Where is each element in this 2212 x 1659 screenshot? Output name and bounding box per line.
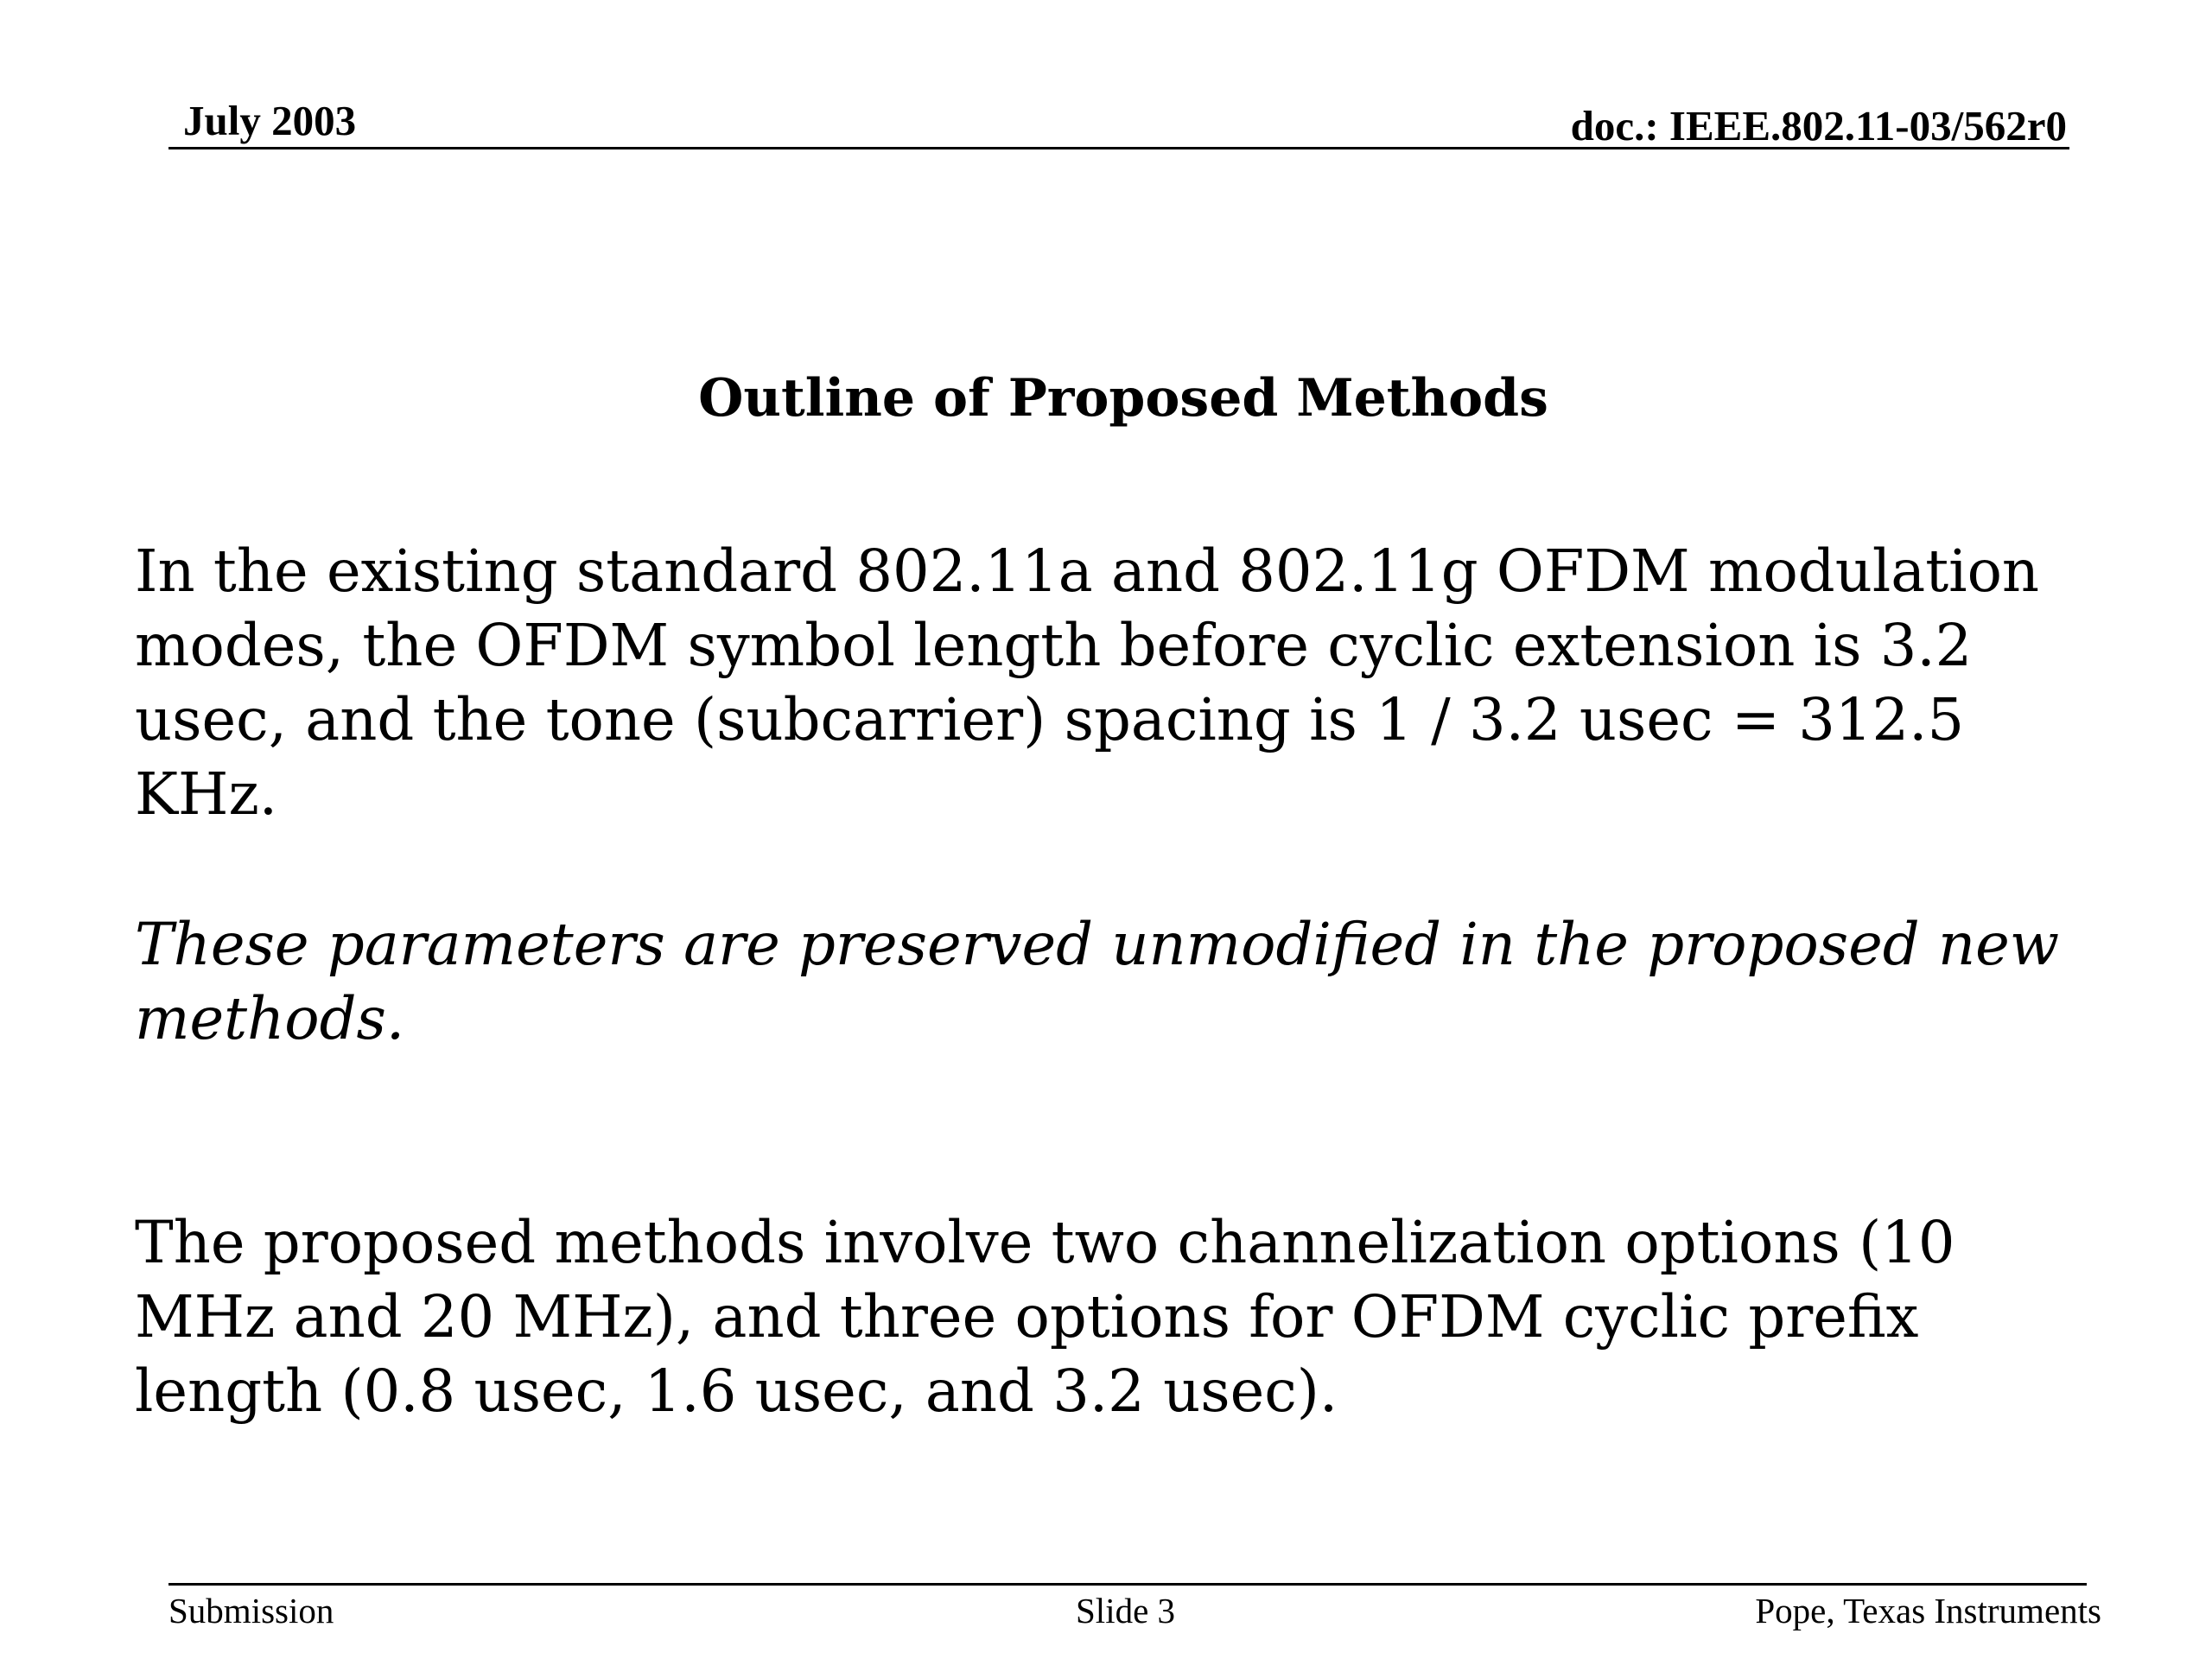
footer-slide-number: Slide 3: [1076, 1591, 1176, 1630]
paragraph-line: usec, and the tone (subcarrier) spacing is 1 / 3.2 usec = 312.5: [135, 686, 1965, 753]
paragraph-ofdm-parameters: [135, 534, 2039, 831]
header-doc-id: doc.: IEEE.802.11-03/562r0: [1570, 102, 2067, 149]
paragraph-line: In the existing standard 802.11a and 802.11g OFDM modulation: [135, 537, 2040, 605]
paragraph-line: These parameters are preserved unmodified in the proposed new: [135, 911, 2060, 978]
footer-divider: [168, 1583, 2087, 1586]
paragraph-proposed-options: [135, 1205, 1955, 1428]
paragraph-line: MHz and 20 MHz), and three options for OFDM cyclic prefix: [135, 1283, 1919, 1351]
header-divider: [168, 147, 2069, 149]
paragraph-line: length (0.8 usec, 1.6 usec, and 3.2 usec).: [135, 1357, 1338, 1425]
paragraph-preserved-note: [135, 907, 2059, 1056]
paragraph-line: modes, the OFDM symbol length before cyclic extension is 3.2: [135, 612, 1973, 679]
slide-title: Outline of Proposed Methods: [698, 368, 1548, 429]
header-date: July 2003: [183, 97, 357, 144]
footer-submission: Submission: [168, 1591, 334, 1630]
paragraph-line: KHz.: [135, 760, 278, 828]
paragraph-line: methods.: [135, 985, 405, 1052]
paragraph-line: The proposed methods involve two channelization options (10: [135, 1209, 1955, 1276]
footer-author: Pope, Texas Instruments: [1755, 1591, 2101, 1630]
